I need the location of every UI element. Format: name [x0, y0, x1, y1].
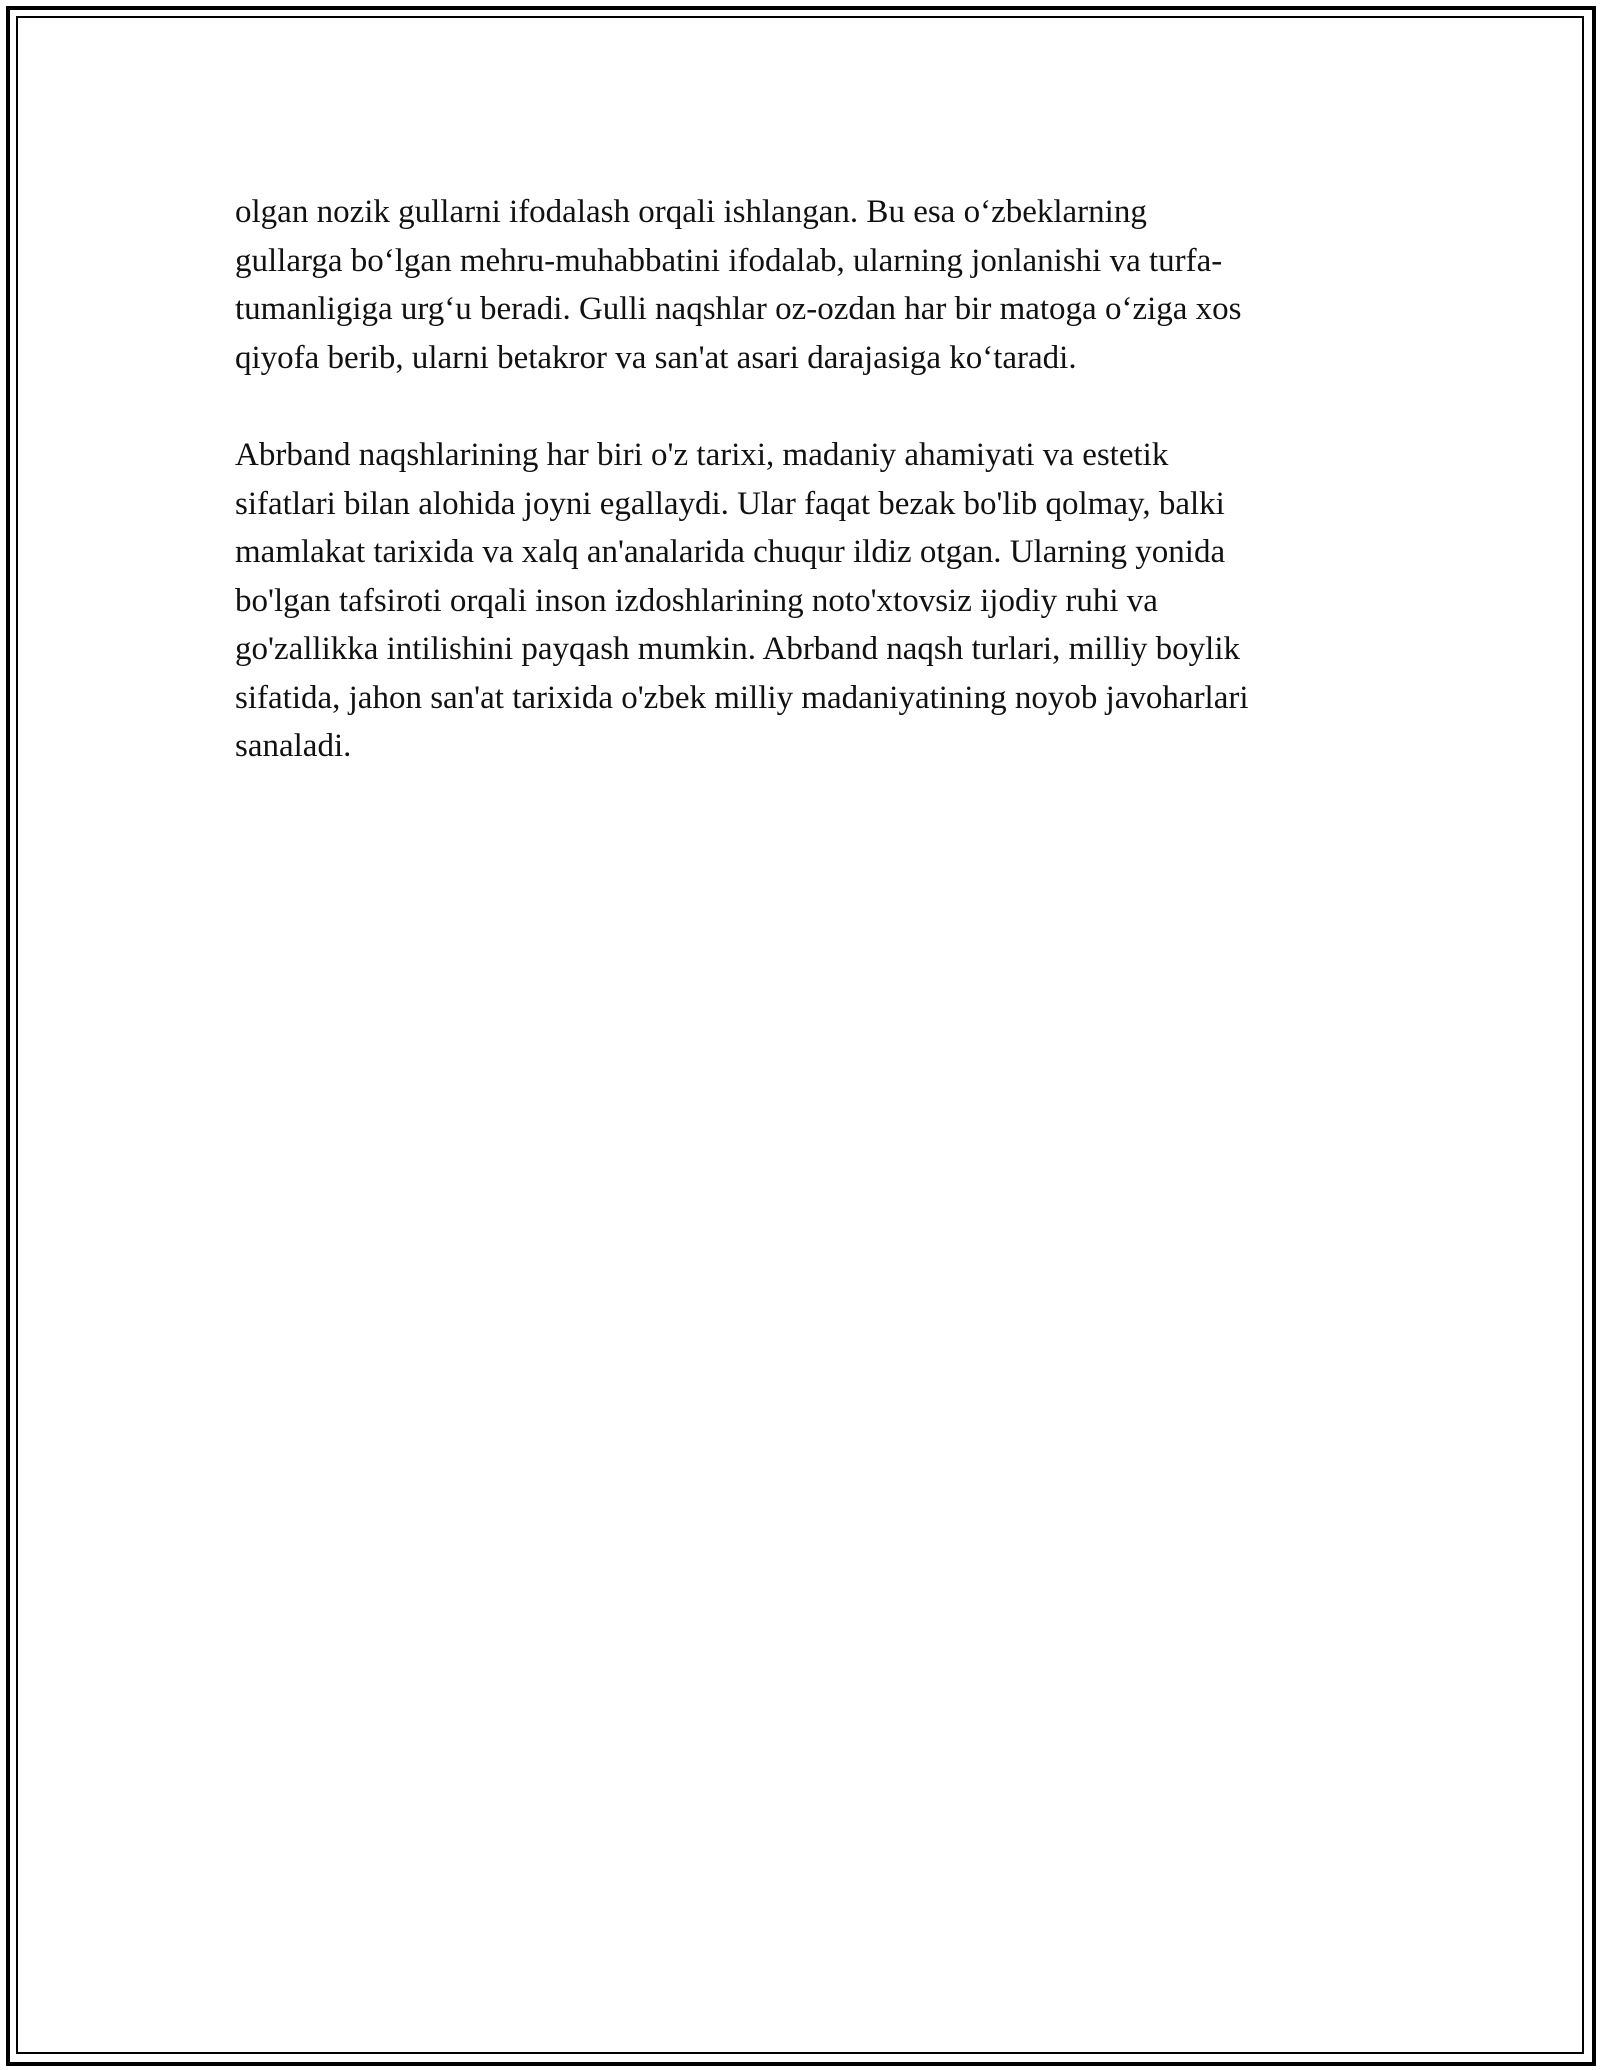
document-body [235, 188, 1375, 771]
paragraph-line: go'zallikka intilishini payqash mumkin. Abrband naqsh turlari, milliy boylik [235, 631, 1241, 667]
paragraph-line: tumanligiga urg‘u beradi. Gulli naqshlar oz-ozdan har bir matoga o‘ziga xos [235, 291, 1242, 327]
paragraph-line: qiyofa berib, ularni betakror va san'at asari darajasiga ko‘taradi. [235, 339, 1077, 376]
paragraph-line: olgan nozik gullarni ifodalash orqali ishlangan. Bu esa o‘zbeklarning [235, 194, 1147, 230]
paragraph-line: sifatida, jahon san'at tarixida o'zbek milliy madaniyatining noyob javoharlari [235, 679, 1249, 716]
paragraph-line: bo'lgan tafsiroti orqali inson izdoshlarining noto'xtovsiz ijodiy ruhi va [235, 582, 1158, 619]
paragraph-line: sanaladi. [235, 728, 352, 764]
paragraph-2 [235, 431, 1375, 771]
paragraph-line: sifatlari bilan alohida joyni egallaydi. Ular faqat bezak bo'lib qolmay, balki [235, 485, 1225, 522]
paragraph-1 [235, 188, 1375, 382]
paragraph-line: gullarga bo‘lgan mehru-muhabbatini ifodalab, ularning jonlanishi va turfa- [235, 242, 1223, 279]
paragraph-line: mamlakat tarixida va xalq an'analarida chuqur ildiz otgan. Ularning yonida [235, 534, 1226, 570]
paragraph-line: Abrband naqshlarining har biri o'z tarixi, madaniy ahamiyati va estetik [235, 437, 1169, 473]
